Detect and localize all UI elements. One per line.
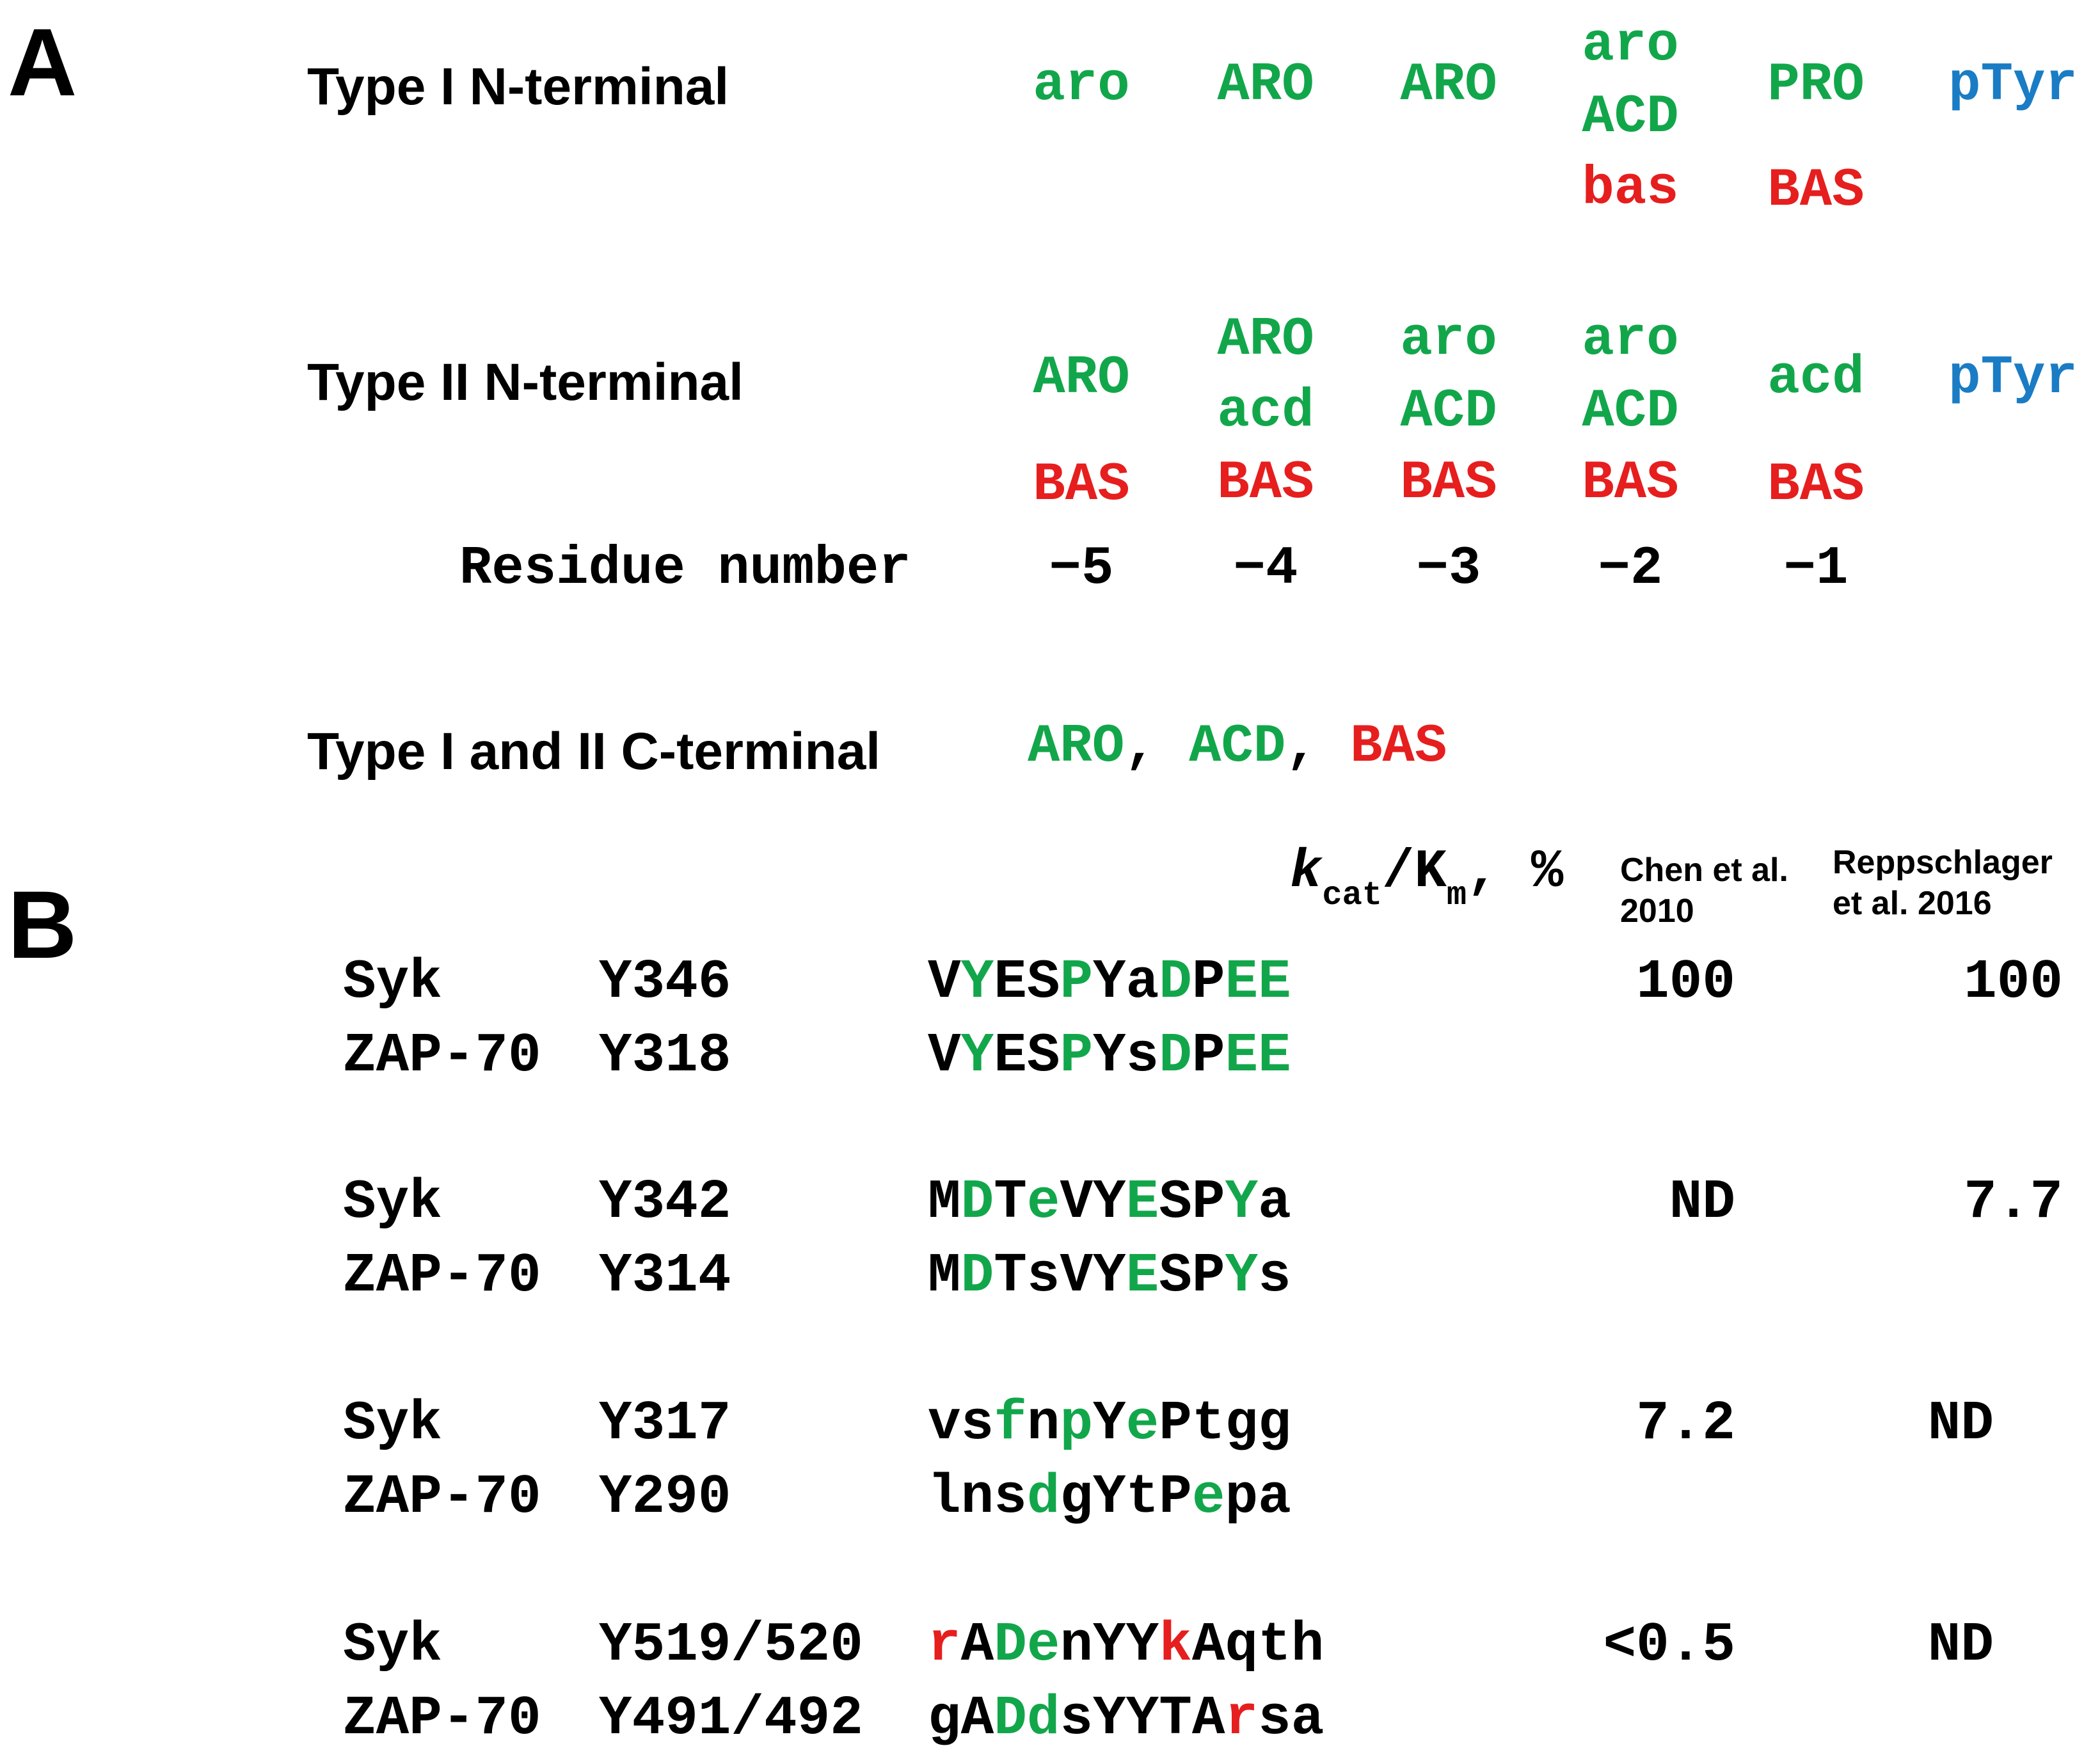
phospho-site: Y342	[599, 1171, 731, 1234]
sequence-residue: M	[928, 1244, 961, 1307]
sequence-residue: P	[1159, 1466, 1192, 1528]
sequence-residue: n	[960, 1466, 994, 1528]
residue-class-token: ARO	[1400, 55, 1497, 116]
sequence-residue: V	[928, 951, 961, 1013]
sequence-residue: D	[994, 1614, 1027, 1676]
sequence-residue: a	[1258, 1466, 1291, 1528]
type1-n-title: Type I N-terminal	[307, 58, 729, 116]
sequence-residue: S	[1026, 1024, 1060, 1087]
sequence-residue: P	[1060, 951, 1094, 1013]
residue-class-token: ARO	[1033, 348, 1130, 409]
sequence-residue: P	[1159, 1392, 1192, 1455]
residue-class-token: aro	[1033, 55, 1130, 116]
repp-header-line2: et al. 2016	[1833, 885, 1992, 922]
chen-header-line2: 2010	[1620, 893, 1694, 930]
sequence-residue: Y	[1093, 1392, 1126, 1455]
sequence-residue: k	[1159, 1614, 1192, 1676]
sequence-residue: E	[1258, 951, 1291, 1013]
sequence-residue: n	[1060, 1614, 1094, 1676]
chen-kcat-km-value: ND	[1669, 1171, 1735, 1234]
sequence-residue: r	[1225, 1687, 1259, 1750]
sequence-residue: S	[1159, 1244, 1192, 1307]
sequence-residue: f	[994, 1392, 1027, 1455]
phospho-site: Y314	[599, 1244, 731, 1307]
kcat-k: k	[1290, 842, 1323, 903]
sequence-residue: Y	[1093, 1614, 1126, 1676]
km-sub: m	[1446, 877, 1467, 914]
protein-name: ZAP-70	[343, 1244, 541, 1307]
residue-class-token: aro	[1582, 15, 1679, 76]
residue-class-token: aro	[1582, 310, 1679, 370]
sequence-residue: Y	[1093, 1466, 1126, 1528]
sequence-residue: v	[928, 1392, 961, 1455]
c-terminal-class: ACD	[1189, 717, 1286, 777]
sequence-residue: D	[960, 1171, 994, 1234]
residue-number: −5	[1049, 539, 1114, 599]
panel-label-a: A	[8, 8, 77, 116]
sequence-residue: Y	[1225, 1244, 1259, 1307]
sequence-residue: d	[1026, 1466, 1060, 1528]
sequence-residue: V	[1060, 1171, 1094, 1234]
residue-number: −3	[1416, 539, 1481, 599]
residue-class-token: BAS	[1767, 455, 1865, 516]
c-terminal-class: ARO	[1028, 717, 1125, 777]
comma-separator: ,	[1285, 717, 1351, 777]
protein-name: Syk	[343, 951, 442, 1013]
peptide-sequence	[928, 1171, 1291, 1234]
sequence-residue: s	[960, 1392, 994, 1455]
sequence-residue: P	[1191, 1244, 1225, 1307]
sequence-residue: r	[928, 1614, 961, 1676]
residue-class-token: ARO	[1217, 55, 1314, 116]
peptide-sequence	[928, 1466, 1291, 1528]
sequence-residue: t	[1126, 1466, 1159, 1528]
chen-kcat-km-value: 7.2	[1636, 1392, 1735, 1455]
sequence-residue: E	[994, 1024, 1027, 1087]
phospho-site: Y318	[599, 1024, 731, 1087]
residue-class-token: acd	[1217, 381, 1314, 442]
sequence-residue: q	[1225, 1614, 1259, 1676]
sequence-residue: V	[1060, 1244, 1094, 1307]
sequence-residue: t	[1191, 1392, 1225, 1455]
sequence-residue: M	[928, 1171, 961, 1234]
sequence-residue: T	[994, 1171, 1027, 1234]
residue-class-token: ARO	[1217, 310, 1314, 370]
c-terminal-class: BAS	[1350, 717, 1447, 777]
residue-number: −4	[1233, 539, 1298, 599]
sequence-residue: Y	[1126, 1614, 1159, 1676]
sequence-residue: E	[1258, 1024, 1291, 1087]
sequence-residue: E	[1225, 951, 1259, 1013]
protein-name: ZAP-70	[343, 1687, 541, 1750]
sequence-residue: g	[1060, 1466, 1094, 1528]
sequence-residue: Y	[1093, 951, 1126, 1013]
sequence-residue: D	[1159, 951, 1192, 1013]
phospho-site: Y317	[599, 1392, 731, 1455]
sequence-residue: E	[1126, 1244, 1159, 1307]
sequence-residue: T	[1159, 1687, 1192, 1750]
sequence-residue: Y	[1093, 1244, 1126, 1307]
sequence-residue: E	[1225, 1024, 1259, 1087]
sequence-residue: S	[1026, 951, 1060, 1013]
residue-class-token: ACD	[1582, 381, 1679, 442]
kcat-sub: cat	[1322, 877, 1383, 914]
residue-class-token: BAS	[1767, 161, 1865, 221]
sequence-residue: D	[1159, 1024, 1192, 1087]
sequence-residue: D	[960, 1244, 994, 1307]
peptide-sequence	[928, 1024, 1291, 1087]
protein-name: ZAP-70	[343, 1024, 541, 1087]
sequence-residue: E	[994, 951, 1027, 1013]
sequence-residue: e	[1126, 1392, 1159, 1455]
peptide-sequence	[928, 1244, 1291, 1307]
residue-class-token: BAS	[1582, 453, 1679, 514]
sequence-residue: Y	[1126, 1687, 1159, 1750]
sequence-residue: T	[994, 1244, 1027, 1307]
sequence-residue: s	[1258, 1244, 1291, 1307]
sequence-residue: A	[960, 1614, 994, 1676]
sequence-residue: s	[994, 1466, 1027, 1528]
sequence-residue: s	[1126, 1024, 1159, 1087]
sequence-residue: P	[1191, 1171, 1225, 1234]
sequence-residue: l	[928, 1466, 961, 1528]
phospho-site: Y290	[599, 1466, 731, 1528]
sequence-residue: a	[1291, 1687, 1324, 1750]
sequence-residue: A	[1191, 1614, 1225, 1676]
kcat-km-header	[1290, 842, 1564, 914]
residue-class-token: acd	[1767, 348, 1865, 409]
sequence-residue: s	[1060, 1687, 1094, 1750]
chen-header-line1: Chen et al.	[1620, 852, 1788, 889]
c-terminal-title: Type I and II C-terminal	[307, 722, 881, 781]
repp-header-line1: Reppschlager	[1833, 844, 2053, 881]
protein-name: Syk	[343, 1392, 442, 1455]
repp-kcat-km-value: ND	[1927, 1392, 1994, 1455]
residue-class-token: PRO	[1767, 55, 1865, 116]
residue-class-token: ACD	[1400, 381, 1497, 442]
sequence-residue: P	[1060, 1024, 1094, 1087]
sequence-residue: g	[1225, 1392, 1259, 1455]
repp-header	[1833, 842, 2053, 924]
sequence-residue: Y	[1093, 1687, 1126, 1750]
residue-class-token: ACD	[1582, 87, 1679, 148]
sequence-residue: h	[1291, 1614, 1324, 1676]
residue-class-token: BAS	[1033, 455, 1130, 516]
sequence-residue: Y	[1225, 1171, 1259, 1234]
protein-name: Syk	[343, 1171, 442, 1234]
sequence-residue: D	[994, 1687, 1027, 1750]
chen-kcat-km-value: <0.5	[1603, 1614, 1735, 1676]
sequence-residue: P	[1191, 951, 1225, 1013]
sequence-residue: A	[960, 1687, 994, 1750]
sequence-residue: a	[1126, 951, 1159, 1013]
residue-number-label: Residue number	[459, 539, 911, 599]
sequence-residue: p	[1225, 1466, 1259, 1528]
sequence-residue: Y	[1093, 1171, 1126, 1234]
sequence-residue: a	[1258, 1171, 1291, 1234]
sequence-residue: s	[1026, 1244, 1060, 1307]
repp-kcat-km-value: ND	[1927, 1614, 1994, 1676]
type2-n-title: Type II N-terminal	[307, 353, 744, 411]
sequence-residue: g	[928, 1687, 961, 1750]
peptide-sequence	[928, 1687, 1324, 1750]
sequence-residue: s	[1258, 1687, 1291, 1750]
residue-number: −1	[1783, 539, 1849, 599]
sequence-residue: e	[1191, 1466, 1225, 1528]
peptide-sequence	[928, 951, 1291, 1013]
sequence-residue: Y	[1093, 1024, 1126, 1087]
residue-number: −2	[1598, 539, 1663, 599]
sequence-residue: e	[1026, 1171, 1060, 1234]
chen-header	[1620, 850, 1788, 932]
sequence-residue: V	[928, 1024, 961, 1087]
sequence-residue: A	[1191, 1687, 1225, 1750]
peptide-sequence	[928, 1392, 1291, 1455]
peptide-sequence	[928, 1614, 1324, 1676]
sequence-residue: d	[1026, 1687, 1060, 1750]
residue-class-token: bas	[1582, 159, 1679, 219]
chen-kcat-km-value: 100	[1636, 951, 1735, 1013]
sequence-residue: P	[1191, 1024, 1225, 1087]
residue-class-token: pTyr	[1948, 348, 2078, 409]
sequence-residue: Y	[960, 1024, 994, 1087]
sequence-residue: p	[1060, 1392, 1094, 1455]
c-terminal-items	[1028, 717, 1447, 777]
km-k: /K	[1382, 842, 1447, 903]
sequence-residue: g	[1258, 1392, 1291, 1455]
repp-kcat-km-value: 100	[1964, 951, 2063, 1013]
residue-class-token: BAS	[1400, 453, 1497, 514]
repp-kcat-km-value: 7.7	[1964, 1171, 2063, 1234]
protein-name: ZAP-70	[343, 1466, 541, 1528]
residue-class-token: aro	[1400, 310, 1497, 370]
residue-class-token: BAS	[1217, 453, 1314, 514]
comma-separator: ,	[1124, 717, 1189, 777]
phospho-site: Y519/520	[599, 1614, 863, 1676]
phospho-site: Y346	[599, 951, 731, 1013]
sequence-residue: Y	[960, 951, 994, 1013]
sequence-residue: t	[1258, 1614, 1291, 1676]
sequence-residue: S	[1159, 1171, 1192, 1234]
sequence-residue: e	[1026, 1614, 1060, 1676]
pct-suffix: , %	[1467, 842, 1564, 903]
sequence-residue: E	[1126, 1171, 1159, 1234]
residue-class-token: pTyr	[1948, 55, 2078, 116]
phospho-site: Y491/492	[599, 1687, 863, 1750]
sequence-residue: n	[1026, 1392, 1060, 1455]
panel-label-b: B	[8, 871, 77, 978]
protein-name: Syk	[343, 1614, 442, 1676]
